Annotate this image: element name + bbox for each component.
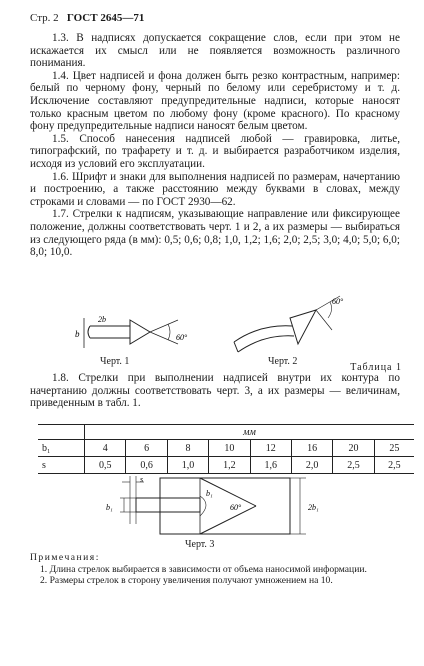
table-cell: 1,6 — [250, 457, 291, 474]
table-cell: 2,5 — [333, 457, 374, 474]
table-cell: 2,0 — [291, 457, 332, 474]
figure-2-caption: Черт. 2 — [268, 356, 298, 367]
fig3-s-label: s — [140, 475, 144, 484]
paragraph-1-8: 1.8. Стрелки при выполнении надписей внутри их контура по начертанию должны соответствовать черт. 3, а их размеры — величинам, приведенным в табл. 1. — [30, 372, 400, 410]
figure-2-arrow — [220, 290, 370, 360]
paragraph-1-8-wrap — [30, 372, 400, 410]
paragraph-1-6: 1.6. Шрифт и знаки для выполнения надписей по размерам, начертанию и построению, а также расстоянию между буквами в словах, между строками и словами — по ГОСТ 2930—62. — [30, 170, 400, 208]
fig3-2b1-label: 2b₁ — [308, 503, 319, 512]
paragraph-1-4: 1.4. Цвет надписей и фона должен быть резко контрастным, например: белый по черному фону, черный по белому или серебристому и т. д. Исключение составляют предупредительные надписи, которые наносят только красным цветом по любому фону (кроме красного). По красному фону предупредительные надписи наносят белым цветом. — [30, 69, 400, 133]
figure-1-arrow — [60, 310, 210, 360]
paragraph-1-7: 1.7. Стрелки к надписям, указывающие направление или фиксирующее положение, должны соответствовать черт. 1 и 2, а их размеры — выбираться из следующего ряда (в мм): 0,5; 0,6; 0,8; 1,0, 1,2; 1,6; 2,0; 2,5; 3,0; 4,0; 5,0; 6,0; 8,0; 10,0. — [30, 208, 400, 259]
table-corner — [38, 425, 85, 440]
table-cell: 16 — [291, 440, 332, 457]
table-cell: 0,5 — [85, 457, 126, 474]
fig3-angle-label: 60° — [230, 503, 242, 512]
table-unit: мм — [85, 425, 415, 440]
table-cell: 2,5 — [374, 457, 414, 474]
table-cell: 4 — [85, 440, 126, 457]
paragraph-1-5: 1.5. Способ нанесения надписей любой — гравировка, литье, типографский, по трафарету и т. д. и выбирается разработчиком изделия, исходя из условий его эксплуатации. — [30, 132, 400, 170]
paragraphs-block — [30, 32, 400, 259]
fig1-angle-label: 60° — [176, 333, 188, 342]
table-cell: 25 — [374, 440, 414, 457]
table-cell: 1,0 — [167, 457, 208, 474]
figure-3-arrow — [100, 474, 330, 538]
table-cell: 0,6 — [126, 457, 167, 474]
table-title: Таблица 1 — [350, 362, 402, 373]
row-label-b1: b₁ — [38, 440, 85, 457]
table-cell: 6 — [126, 440, 167, 457]
notes-header: Примечания: — [30, 552, 100, 563]
page-number: Стр. 2 — [30, 12, 59, 24]
note-2: 2. Размеры стрелок в сторону увеличения получают умножением на 10. — [40, 575, 333, 586]
page-header — [30, 12, 144, 24]
arrow-sizes-table — [38, 424, 414, 474]
row-label-s: s — [42, 459, 46, 471]
table-cell: 1,2 — [209, 457, 250, 474]
paragraph-1-3: 1.3. В надписях допускается сокращение слов, если при этом не искажается их смысл или не появляется возможность различного понимания. — [30, 32, 400, 70]
fig3-b1-label-2: b₁ — [206, 489, 213, 498]
fig1-b-label: b — [75, 329, 80, 339]
fig2-angle-label: 60° — [332, 297, 344, 306]
fig3-b1-label: b₁ — [106, 503, 113, 512]
figure-1-caption: Черт. 1 — [100, 356, 130, 367]
standard-code: ГОСТ 2645—71 — [66, 12, 145, 24]
table-row — [38, 457, 414, 474]
table-cell: 10 — [209, 440, 250, 457]
table-cell: 20 — [333, 440, 374, 457]
fig1-2b-label: 2b — [98, 315, 106, 324]
note-1: 1. Длина стрелок выбирается в зависимости от объема наносимой информации. — [40, 563, 367, 575]
figure-3-caption: Черт. 3 — [185, 539, 215, 550]
table-row — [38, 440, 414, 457]
notes-block — [30, 552, 410, 587]
table-cell: 12 — [250, 440, 291, 457]
table-cell: 8 — [167, 440, 208, 457]
